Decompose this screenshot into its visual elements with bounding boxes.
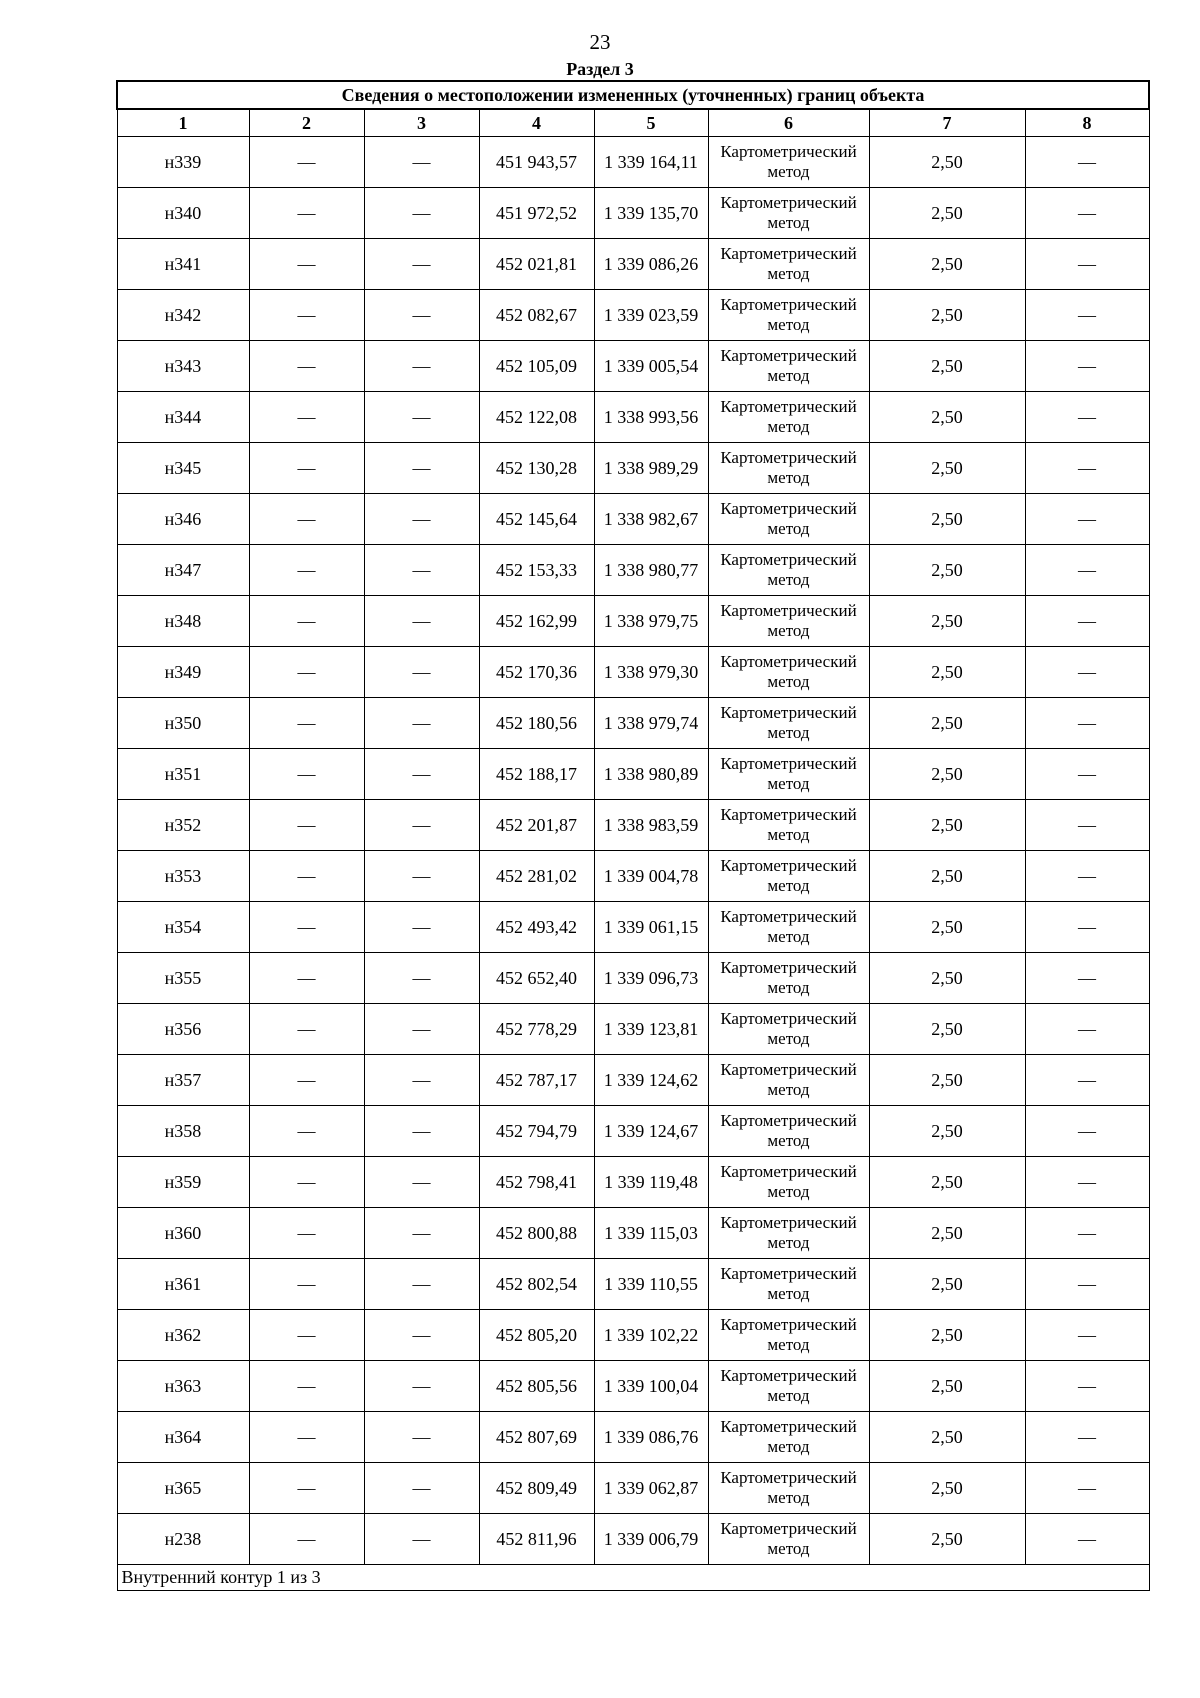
x-coordinate-cell: 452 798,41	[479, 1157, 594, 1208]
precision-cell: 2,50	[869, 1412, 1025, 1463]
table-row	[117, 443, 1149, 494]
column-header: 8	[1025, 109, 1149, 137]
col3-cell: —	[364, 188, 479, 239]
precision-cell: 2,50	[869, 545, 1025, 596]
table-row	[117, 1106, 1149, 1157]
method-cell: Картометрический метод	[708, 1259, 869, 1310]
col2-cell: —	[249, 443, 364, 494]
table-row	[117, 137, 1149, 188]
point-id-cell: н351	[117, 749, 249, 800]
x-coordinate-cell: 452 281,02	[479, 851, 594, 902]
column-header: 7	[869, 109, 1025, 137]
y-coordinate-cell: 1 339 135,70	[594, 188, 708, 239]
x-coordinate-cell: 452 805,20	[479, 1310, 594, 1361]
y-coordinate-cell: 1 339 115,03	[594, 1208, 708, 1259]
table-row	[117, 953, 1149, 1004]
method-cell: Картометрический метод	[708, 1514, 869, 1565]
col2-cell: —	[249, 902, 364, 953]
method-cell: Картометрический метод	[708, 1310, 869, 1361]
col8-cell: —	[1025, 188, 1149, 239]
col3-cell: —	[364, 800, 479, 851]
x-coordinate-cell: 451 943,57	[479, 137, 594, 188]
col8-cell: —	[1025, 1259, 1149, 1310]
precision-cell: 2,50	[869, 1361, 1025, 1412]
point-id-cell: н355	[117, 953, 249, 1004]
col2-cell: —	[249, 647, 364, 698]
column-header: 1	[117, 109, 249, 137]
point-id-cell: н346	[117, 494, 249, 545]
method-cell: Картометрический метод	[708, 1004, 869, 1055]
x-coordinate-cell: 452 201,87	[479, 800, 594, 851]
table-row	[117, 1208, 1149, 1259]
method-cell: Картометрический метод	[708, 188, 869, 239]
table-header-row	[117, 109, 1149, 137]
col8-cell: —	[1025, 851, 1149, 902]
point-id-cell: н360	[117, 1208, 249, 1259]
col2-cell: —	[249, 545, 364, 596]
col8-cell: —	[1025, 902, 1149, 953]
method-cell: Картометрический метод	[708, 698, 869, 749]
point-id-cell: н339	[117, 137, 249, 188]
y-coordinate-cell: 1 338 982,67	[594, 494, 708, 545]
x-coordinate-cell: 452 802,54	[479, 1259, 594, 1310]
precision-cell: 2,50	[869, 188, 1025, 239]
col8-cell: —	[1025, 953, 1149, 1004]
point-id-cell: н362	[117, 1310, 249, 1361]
col2-cell: —	[249, 341, 364, 392]
point-id-cell: н361	[117, 1259, 249, 1310]
col3-cell: —	[364, 749, 479, 800]
point-id-cell: н342	[117, 290, 249, 341]
precision-cell: 2,50	[869, 1055, 1025, 1106]
y-coordinate-cell: 1 339 123,81	[594, 1004, 708, 1055]
col3-cell: —	[364, 1208, 479, 1259]
table-caption: Сведения о местоположении измененных (уточненных) границ объекта	[117, 81, 1149, 109]
column-header: 5	[594, 109, 708, 137]
x-coordinate-cell: 452 787,17	[479, 1055, 594, 1106]
col2-cell: —	[249, 1310, 364, 1361]
y-coordinate-cell: 1 338 980,77	[594, 545, 708, 596]
point-id-cell: н348	[117, 596, 249, 647]
col2-cell: —	[249, 290, 364, 341]
point-id-cell: н350	[117, 698, 249, 749]
col8-cell: —	[1025, 392, 1149, 443]
col3-cell: —	[364, 1259, 479, 1310]
col8-cell: —	[1025, 239, 1149, 290]
col3-cell: —	[364, 290, 479, 341]
point-id-cell: н357	[117, 1055, 249, 1106]
table-row	[117, 392, 1149, 443]
y-coordinate-cell: 1 338 989,29	[594, 443, 708, 494]
method-cell: Картометрический метод	[708, 239, 869, 290]
point-id-cell: н353	[117, 851, 249, 902]
point-id-cell: н352	[117, 800, 249, 851]
col2-cell: —	[249, 1055, 364, 1106]
col8-cell: —	[1025, 494, 1149, 545]
x-coordinate-cell: 452 122,08	[479, 392, 594, 443]
table-row	[117, 341, 1149, 392]
precision-cell: 2,50	[869, 851, 1025, 902]
x-coordinate-cell: 452 082,67	[479, 290, 594, 341]
y-coordinate-cell: 1 339 005,54	[594, 341, 708, 392]
precision-cell: 2,50	[869, 392, 1025, 443]
col3-cell: —	[364, 239, 479, 290]
method-cell: Картометрический метод	[708, 494, 869, 545]
col8-cell: —	[1025, 1310, 1149, 1361]
table-row	[117, 1412, 1149, 1463]
col3-cell: —	[364, 1310, 479, 1361]
method-cell: Картометрический метод	[708, 1463, 869, 1514]
y-coordinate-cell: 1 338 980,89	[594, 749, 708, 800]
precision-cell: 2,50	[869, 1157, 1025, 1208]
table-row	[117, 290, 1149, 341]
y-coordinate-cell: 1 339 061,15	[594, 902, 708, 953]
precision-cell: 2,50	[869, 290, 1025, 341]
table-row	[117, 1157, 1149, 1208]
x-coordinate-cell: 451 972,52	[479, 188, 594, 239]
precision-cell: 2,50	[869, 596, 1025, 647]
y-coordinate-cell: 1 338 979,74	[594, 698, 708, 749]
col8-cell: —	[1025, 647, 1149, 698]
col3-cell: —	[364, 1106, 479, 1157]
col2-cell: —	[249, 1259, 364, 1310]
x-coordinate-cell: 452 162,99	[479, 596, 594, 647]
col3-cell: —	[364, 341, 479, 392]
col8-cell: —	[1025, 1361, 1149, 1412]
y-coordinate-cell: 1 339 006,79	[594, 1514, 708, 1565]
col3-cell: —	[364, 1463, 479, 1514]
y-coordinate-cell: 1 339 124,62	[594, 1055, 708, 1106]
x-coordinate-cell: 452 811,96	[479, 1514, 594, 1565]
x-coordinate-cell: 452 180,56	[479, 698, 594, 749]
precision-cell: 2,50	[869, 1463, 1025, 1514]
col3-cell: —	[364, 647, 479, 698]
section-title: Раздел 3	[566, 59, 634, 79]
y-coordinate-cell: 1 338 983,59	[594, 800, 708, 851]
y-coordinate-cell: 1 338 993,56	[594, 392, 708, 443]
col8-cell: —	[1025, 1463, 1149, 1514]
y-coordinate-cell: 1 339 124,67	[594, 1106, 708, 1157]
point-id-cell: н364	[117, 1412, 249, 1463]
point-id-cell: н354	[117, 902, 249, 953]
point-id-cell: н343	[117, 341, 249, 392]
precision-cell: 2,50	[869, 137, 1025, 188]
col8-cell: —	[1025, 545, 1149, 596]
point-id-cell: н349	[117, 647, 249, 698]
col3-cell: —	[364, 392, 479, 443]
col2-cell: —	[249, 137, 364, 188]
method-cell: Картометрический метод	[708, 647, 869, 698]
precision-cell: 2,50	[869, 239, 1025, 290]
col8-cell: —	[1025, 1208, 1149, 1259]
table-row	[117, 545, 1149, 596]
x-coordinate-cell: 452 652,40	[479, 953, 594, 1004]
col3-cell: —	[364, 1361, 479, 1412]
precision-cell: 2,50	[869, 494, 1025, 545]
col3-cell: —	[364, 1157, 479, 1208]
point-id-cell: н344	[117, 392, 249, 443]
method-cell: Картометрический метод	[708, 851, 869, 902]
table-row	[117, 902, 1149, 953]
col3-cell: —	[364, 1514, 479, 1565]
table-row	[117, 188, 1149, 239]
point-id-cell: н359	[117, 1157, 249, 1208]
y-coordinate-cell: 1 339 086,76	[594, 1412, 708, 1463]
col2-cell: —	[249, 1463, 364, 1514]
y-coordinate-cell: 1 339 102,22	[594, 1310, 708, 1361]
x-coordinate-cell: 452 145,64	[479, 494, 594, 545]
table-row	[117, 698, 1149, 749]
point-id-cell: н345	[117, 443, 249, 494]
x-coordinate-cell: 452 188,17	[479, 749, 594, 800]
y-coordinate-cell: 1 338 979,30	[594, 647, 708, 698]
table-row	[117, 1259, 1149, 1310]
table-row	[117, 647, 1149, 698]
x-coordinate-cell: 452 170,36	[479, 647, 594, 698]
contour-note: Внутренний контур 1 из 3	[117, 1565, 1149, 1591]
table-row	[117, 1463, 1149, 1514]
table-row	[117, 1514, 1149, 1565]
column-header: 2	[249, 109, 364, 137]
method-cell: Картометрический метод	[708, 290, 869, 341]
point-id-cell: н341	[117, 239, 249, 290]
method-cell: Картометрический метод	[708, 545, 869, 596]
y-coordinate-cell: 1 339 164,11	[594, 137, 708, 188]
col3-cell: —	[364, 953, 479, 1004]
method-cell: Картометрический метод	[708, 443, 869, 494]
table-row	[117, 596, 1149, 647]
method-cell: Картометрический метод	[708, 902, 869, 953]
precision-cell: 2,50	[869, 953, 1025, 1004]
x-coordinate-cell: 452 105,09	[479, 341, 594, 392]
point-id-cell: н238	[117, 1514, 249, 1565]
col2-cell: —	[249, 1412, 364, 1463]
method-cell: Картометрический метод	[708, 1157, 869, 1208]
precision-cell: 2,50	[869, 749, 1025, 800]
col8-cell: —	[1025, 137, 1149, 188]
precision-cell: 2,50	[869, 443, 1025, 494]
precision-cell: 2,50	[869, 1004, 1025, 1055]
precision-cell: 2,50	[869, 1106, 1025, 1157]
method-cell: Картометрический метод	[708, 800, 869, 851]
col8-cell: —	[1025, 341, 1149, 392]
col8-cell: —	[1025, 1157, 1149, 1208]
precision-cell: 2,50	[869, 1259, 1025, 1310]
column-header: 4	[479, 109, 594, 137]
point-id-cell: н356	[117, 1004, 249, 1055]
table-row	[117, 851, 1149, 902]
col2-cell: —	[249, 1106, 364, 1157]
col2-cell: —	[249, 1208, 364, 1259]
col8-cell: —	[1025, 1004, 1149, 1055]
col2-cell: —	[249, 800, 364, 851]
method-cell: Картометрический метод	[708, 137, 869, 188]
y-coordinate-cell: 1 339 096,73	[594, 953, 708, 1004]
col2-cell: —	[249, 1004, 364, 1055]
col8-cell: —	[1025, 749, 1149, 800]
col2-cell: —	[249, 749, 364, 800]
col8-cell: —	[1025, 443, 1149, 494]
precision-cell: 2,50	[869, 1310, 1025, 1361]
precision-cell: 2,50	[869, 1514, 1025, 1565]
y-coordinate-cell: 1 338 979,75	[594, 596, 708, 647]
x-coordinate-cell: 452 805,56	[479, 1361, 594, 1412]
col3-cell: —	[364, 545, 479, 596]
precision-cell: 2,50	[869, 800, 1025, 851]
method-cell: Картометрический метод	[708, 392, 869, 443]
point-id-cell: н347	[117, 545, 249, 596]
y-coordinate-cell: 1 339 062,87	[594, 1463, 708, 1514]
precision-cell: 2,50	[869, 1208, 1025, 1259]
method-cell: Картометрический метод	[708, 341, 869, 392]
col2-cell: —	[249, 698, 364, 749]
col3-cell: —	[364, 1055, 479, 1106]
col2-cell: —	[249, 1514, 364, 1565]
point-id-cell: н340	[117, 188, 249, 239]
method-cell: Картометрический метод	[708, 596, 869, 647]
col2-cell: —	[249, 239, 364, 290]
method-cell: Картометрический метод	[708, 1412, 869, 1463]
table-row	[117, 1361, 1149, 1412]
col8-cell: —	[1025, 698, 1149, 749]
y-coordinate-cell: 1 339 100,04	[594, 1361, 708, 1412]
y-coordinate-cell: 1 339 023,59	[594, 290, 708, 341]
x-coordinate-cell: 452 130,28	[479, 443, 594, 494]
x-coordinate-cell: 452 800,88	[479, 1208, 594, 1259]
col8-cell: —	[1025, 596, 1149, 647]
col3-cell: —	[364, 1004, 479, 1055]
col3-cell: —	[364, 596, 479, 647]
col2-cell: —	[249, 188, 364, 239]
col8-cell: —	[1025, 1412, 1149, 1463]
col8-cell: —	[1025, 1106, 1149, 1157]
x-coordinate-cell: 452 493,42	[479, 902, 594, 953]
table-row	[117, 1310, 1149, 1361]
col3-cell: —	[364, 494, 479, 545]
method-cell: Картометрический метод	[708, 1055, 869, 1106]
col3-cell: —	[364, 698, 479, 749]
point-id-cell: н358	[117, 1106, 249, 1157]
col2-cell: —	[249, 1157, 364, 1208]
col2-cell: —	[249, 596, 364, 647]
table-row	[117, 1055, 1149, 1106]
table-row	[117, 494, 1149, 545]
method-cell: Картометрический метод	[708, 953, 869, 1004]
col2-cell: —	[249, 392, 364, 443]
col3-cell: —	[364, 1412, 479, 1463]
point-id-cell: н365	[117, 1463, 249, 1514]
table-body	[117, 137, 1149, 1565]
y-coordinate-cell: 1 339 110,55	[594, 1259, 708, 1310]
x-coordinate-cell: 452 809,49	[479, 1463, 594, 1514]
method-cell: Картометрический метод	[708, 1208, 869, 1259]
x-coordinate-cell: 452 794,79	[479, 1106, 594, 1157]
table-row	[117, 749, 1149, 800]
col2-cell: —	[249, 851, 364, 902]
col8-cell: —	[1025, 1055, 1149, 1106]
col3-cell: —	[364, 443, 479, 494]
y-coordinate-cell: 1 339 086,26	[594, 239, 708, 290]
x-coordinate-cell: 452 021,81	[479, 239, 594, 290]
precision-cell: 2,50	[869, 341, 1025, 392]
table-row	[117, 239, 1149, 290]
precision-cell: 2,50	[869, 647, 1025, 698]
boundary-coordinates-table	[116, 80, 1150, 1591]
col3-cell: —	[364, 137, 479, 188]
precision-cell: 2,50	[869, 902, 1025, 953]
col8-cell: —	[1025, 1514, 1149, 1565]
col3-cell: —	[364, 902, 479, 953]
x-coordinate-cell: 452 153,33	[479, 545, 594, 596]
precision-cell: 2,50	[869, 698, 1025, 749]
point-id-cell: н363	[117, 1361, 249, 1412]
col8-cell: —	[1025, 290, 1149, 341]
method-cell: Картометрический метод	[708, 1106, 869, 1157]
table-row	[117, 800, 1149, 851]
page-number: 23	[589, 30, 611, 54]
column-header: 3	[364, 109, 479, 137]
y-coordinate-cell: 1 339 004,78	[594, 851, 708, 902]
col3-cell: —	[364, 851, 479, 902]
col8-cell: —	[1025, 800, 1149, 851]
table-row	[117, 1004, 1149, 1055]
col2-cell: —	[249, 953, 364, 1004]
col2-cell: —	[249, 1361, 364, 1412]
x-coordinate-cell: 452 807,69	[479, 1412, 594, 1463]
col2-cell: —	[249, 494, 364, 545]
x-coordinate-cell: 452 778,29	[479, 1004, 594, 1055]
y-coordinate-cell: 1 339 119,48	[594, 1157, 708, 1208]
method-cell: Картометрический метод	[708, 1361, 869, 1412]
column-header: 6	[708, 109, 869, 137]
method-cell: Картометрический метод	[708, 749, 869, 800]
